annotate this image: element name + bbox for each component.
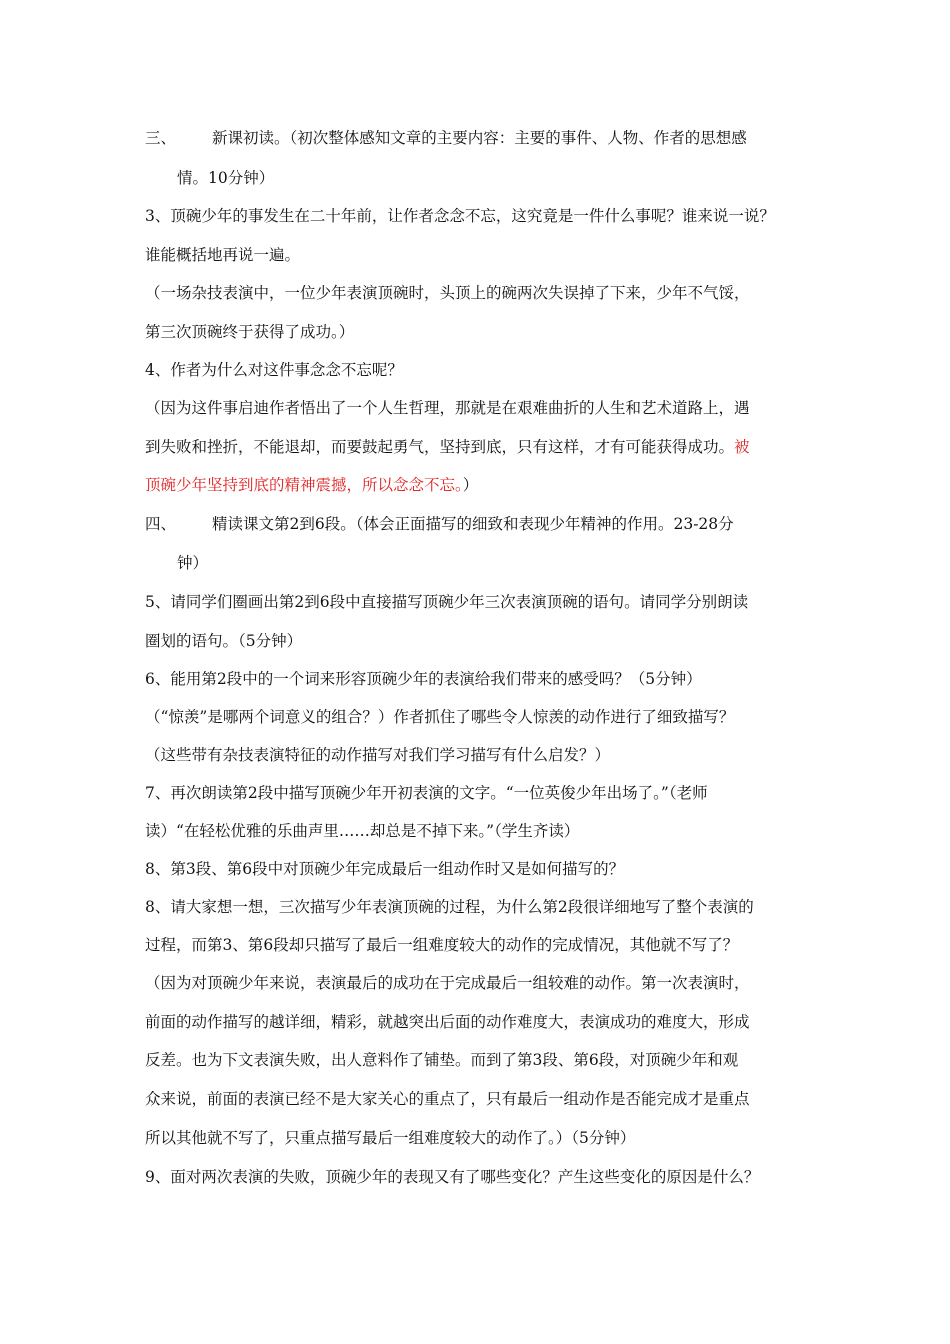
answer-8-line-4: 众来说，前面的表演已经不是大家关心的重点了，只有最后一组动作是否能完成才是重点 [145, 1090, 750, 1108]
question-5-cont: 圈划的语句。（5分钟） [145, 632, 303, 650]
question-8b: 8、请大家想一想，三次描写少年表演顶碗的过程，为什么第2段很详细地写了整个表演的 [145, 898, 754, 916]
question-3: 3、顶碗少年的事发生在二十年前，让作者念念不忘，这究竟是一件什么事呢？谁来说一说？ [145, 207, 775, 225]
answer-4-line-3 [145, 475, 815, 495]
section-four-heading [145, 514, 815, 534]
question-6-followup-2: （这些带有杂技表演特征的动作描写对我们学习描写有什么启发？） [145, 746, 611, 764]
heading-text: 新课初读。（初次整体感知文章的主要内容：主要的事件、人物、作者的思想感 [212, 129, 747, 147]
answer-8: （因为对顶碗少年来说，表演最后的成功在于完成最后一组较难的动作。第一次表演时， [145, 974, 750, 992]
answer-4: （因为这件事启迪作者悟出了一个人生哲理，那就是在艰难曲折的人生和艺术道路上，遇 [145, 399, 750, 417]
section-four-heading-cont: 钟） [177, 554, 209, 572]
answer-4-highlight-cont: 顶碗少年坚持到底的精神震撼，所以念念不忘。 [145, 476, 463, 494]
answer-4-text: 到失败和挫折，不能退却，而要鼓起勇气，坚持到底，只有这样，才有可能获得成功。 [145, 438, 735, 456]
answer-3-cont: 第三次顶碗终于获得了成功。） [145, 323, 355, 341]
answer-8-line-3: 反差。也为下文表演失败，出人意料作了铺垫。而到了第3段、第6段，对顶碗少年和观 [145, 1051, 739, 1069]
question-5: 5、请同学们圈画出第2到6段中直接描写顶碗少年三次表演顶碗的语句。请同学分别朗读 [145, 593, 749, 611]
section-number: 四、 [145, 515, 177, 533]
answer-8-line-2: 前面的动作描写的越详细，精彩，就越突出后面的动作难度大，表演成功的难度大，形成 [145, 1013, 750, 1031]
question-9: 9、面对两次表演的失败，顶碗少年的表现又有了哪些变化？产生这些变化的原因是什么？ [145, 1168, 760, 1186]
section-number: 三、 [145, 129, 177, 147]
answer-3: （一场杂技表演中，一位少年表演顶碗时，头顶上的碗两次失误掉了下来，少年不气馁， [145, 284, 750, 302]
section-three-heading [145, 128, 815, 148]
question-6-followup: （“惊羡”是哪两个词意义的组合？）作者抓住了哪些令人惊羡的动作进行了细致描写？ [145, 708, 735, 726]
question-4: 4、作者为什么对这件事念念不忘呢？ [145, 361, 403, 379]
question-7: 7、再次朗读第2段中描写顶碗少年开初表演的文字。“一位英俊少年出场了。”（老师 [145, 784, 708, 802]
question-7-cont: 读）“在轻松优雅的乐曲声里……却总是不掉下来。”（学生齐读） [145, 822, 580, 840]
question-8: 8、第3段、第6段中对顶碗少年完成最后一组动作时又是如何描写的？ [145, 860, 625, 878]
answer-8-line-5: 所以其他就不写了，只重点描写最后一组难度较大的动作了。）（5分钟） [145, 1129, 636, 1147]
heading-text: 精读课文第2到6段。（体会正面描写的细致和表现少年精神的作用。23-28分 [212, 515, 734, 533]
answer-4-highlight: 被 [734, 438, 750, 456]
answer-4-line-2 [145, 437, 815, 457]
answer-4-close: ） [462, 476, 479, 494]
question-8b-cont: 过程，而第3、第6段却只描写了最后一组难度较大的动作的完成情况，其他就不写了？ [145, 936, 739, 954]
question-6: 6、能用第2段中的一个词来形容顶碗少年的表演给我们带来的感受吗？（5分钟） [145, 670, 702, 688]
question-3-cont: 谁能概括地再说一遍。 [145, 246, 301, 264]
section-three-heading-cont: 情。10分钟） [177, 169, 275, 187]
